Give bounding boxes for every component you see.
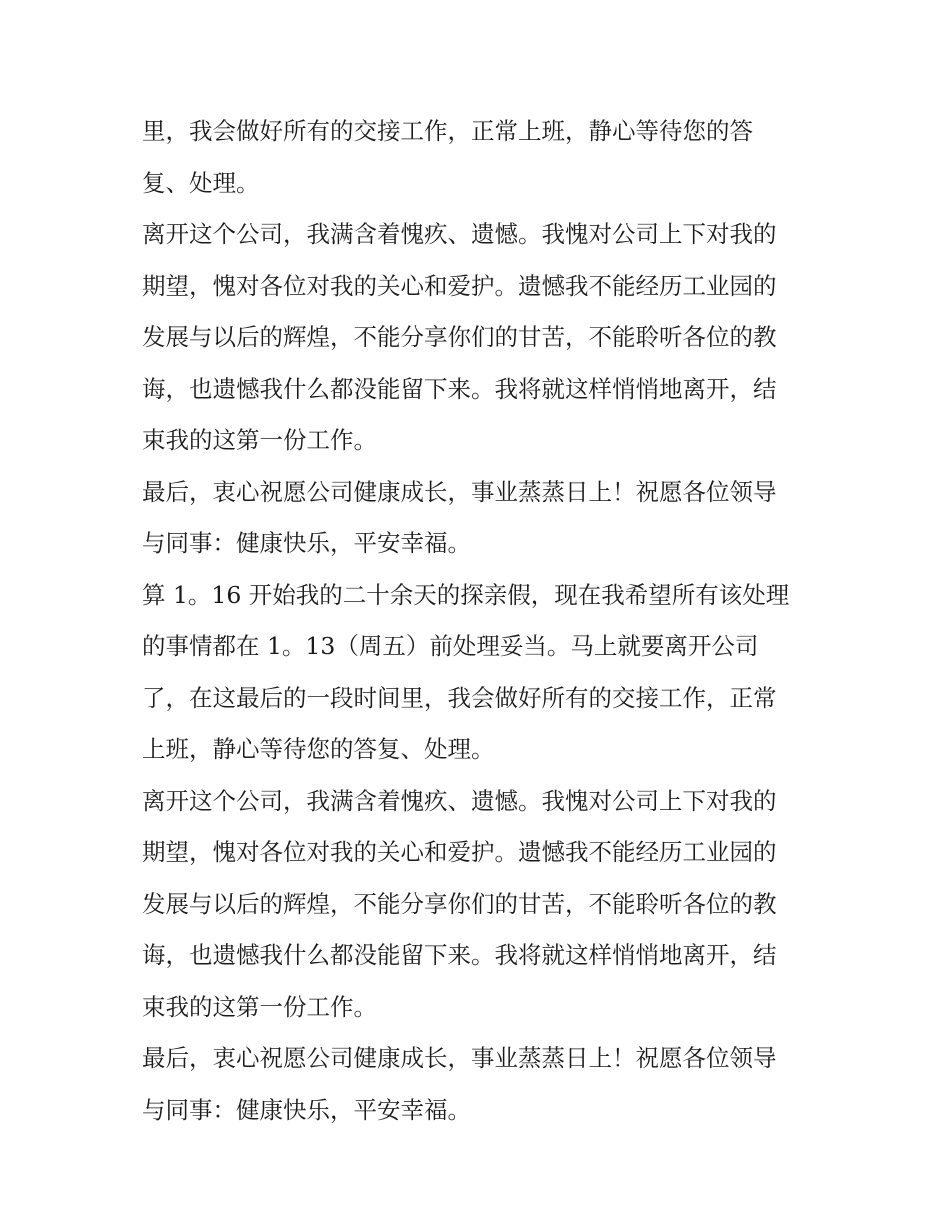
text-line: 最后，衷心祝愿公司健康成长，事业蒸蒸日上！祝愿各位领导 [142,1044,777,1072]
document-body [142,106,812,1136]
text-line: 诲，也遗憾我什么都没能留下来。我将就这样悄悄地离开，结 [142,374,777,403]
text-line: 上班，静心等待您的答复、处理。 [142,735,495,763]
text-line: 算 1。16 开始我的二十余天的探亲假，现在我希望所有该处理 [142,580,790,609]
text-line: 最后，衷心祝愿公司健康成长，事业蒸蒸日上！祝愿各位领导 [142,477,777,506]
text-line: 束我的这第一份工作。 [142,426,377,454]
text-line: 离开这个公司，我满含着愧疚、遗憾。我愧对公司上下对我的 [142,786,777,815]
text-line: 期望，愧对各位对我的关心和爱护。遗憾我不能经历工业园的 [142,838,777,866]
text-line: 与同事：健康快乐，平安幸福。 [142,1095,471,1124]
text-line: 里，我会做好所有的交接工作，正常上班，静心等待您的答 [142,117,753,145]
text-line: 期望，愧对各位对我的关心和爱护。遗憾我不能经历工业园的 [142,271,777,300]
text-line: 离开这个公司，我满含着愧疚、遗憾。我愧对公司上下对我的 [142,220,777,248]
text-line: 诲，也遗憾我什么都没能留下来。我将就这样悄悄地离开，结 [142,941,777,969]
text-line: 了，在这最后的一段时间里，我会做好所有的交接工作，正常 [142,683,777,712]
text-line: 束我的这第一份工作。 [142,992,377,1021]
text-line: 发展与以后的辉煌，不能分享你们的甘苦，不能聆听各位的教 [142,323,777,351]
text-line: 发展与以后的辉煌，不能分享你们的甘苦，不能聆听各位的教 [142,889,777,918]
text-line: 的事情都在 1。13（周五）前处理妥当。马上就要离开公司 [142,632,759,660]
text-line: 复、处理。 [142,168,260,197]
text-line: 与同事：健康快乐，平安幸福。 [142,529,471,557]
